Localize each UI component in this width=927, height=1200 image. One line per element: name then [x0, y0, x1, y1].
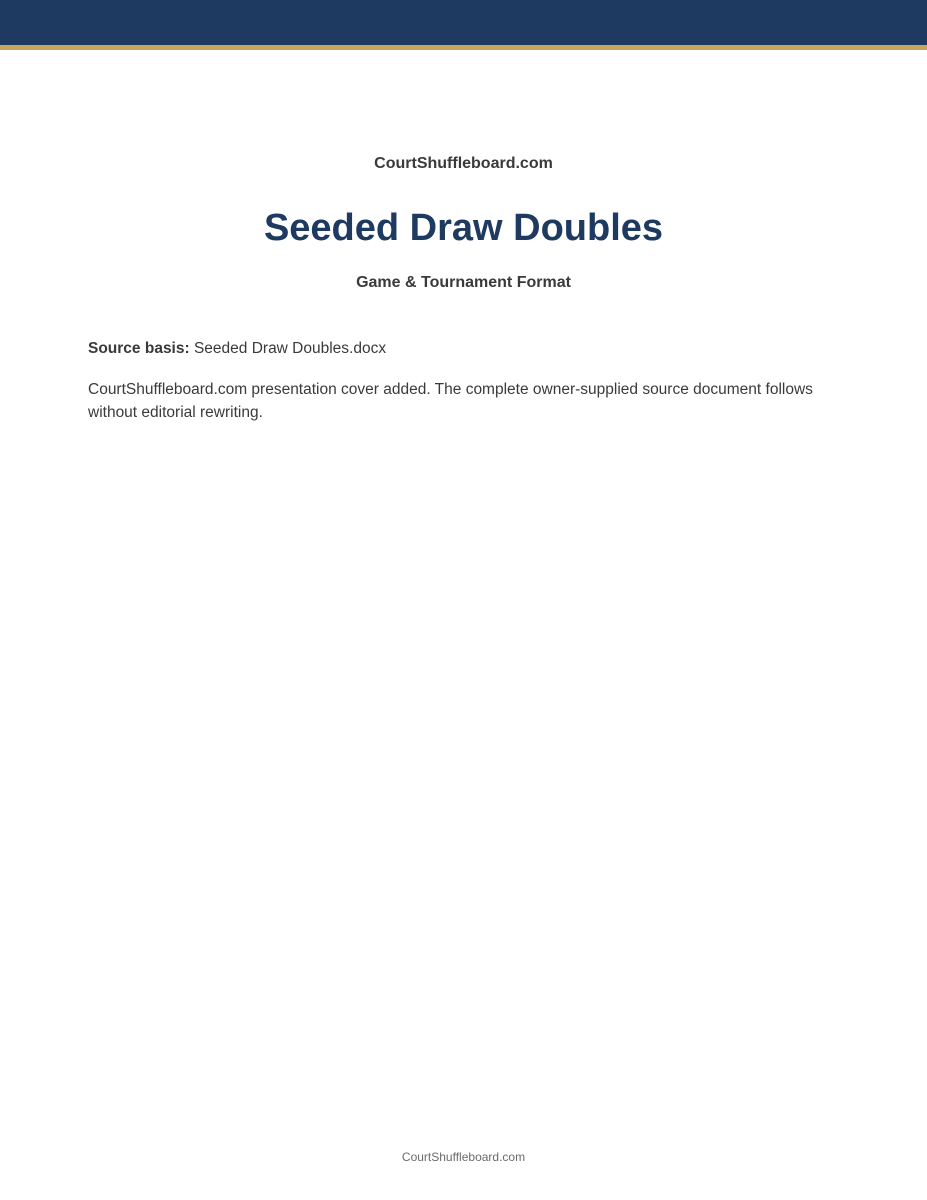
document-subtitle: Game & Tournament Format	[356, 274, 571, 291]
document-title: Seeded Draw Doubles	[263, 207, 664, 249]
header-accent-rule	[0, 45, 927, 50]
header-band	[0, 0, 927, 45]
source-basis-label: Source basis:	[88, 340, 190, 357]
source-basis-value: Seeded Draw Doubles.docx	[189, 340, 387, 357]
cover-note: CourtShuffleboard.com presentation cover added. The complete owner-supplied source document follows without editorial rewriting.	[88, 381, 813, 421]
source-basis	[88, 340, 848, 358]
page-footer: CourtShuffleboard.com	[401, 1150, 526, 1164]
site-name: CourtShuffleboard.com	[374, 155, 553, 172]
